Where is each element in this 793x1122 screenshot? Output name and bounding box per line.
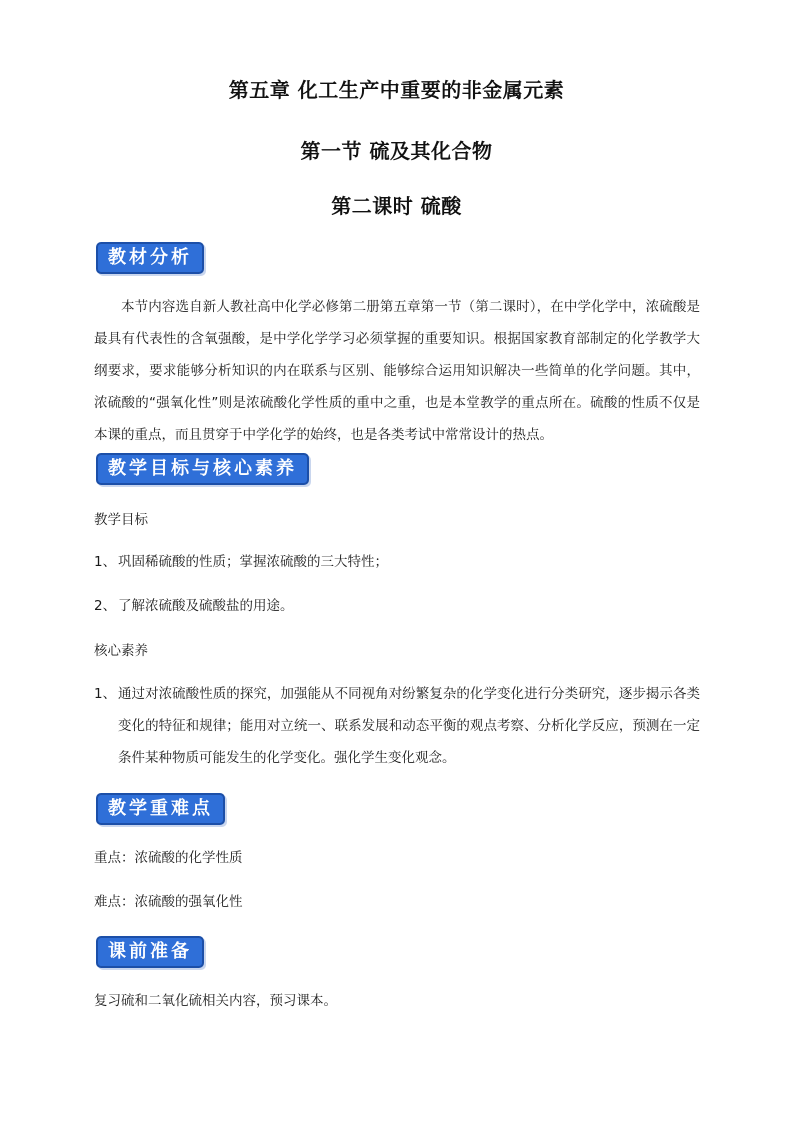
objectives-heading: 教学目标 [94,512,148,528]
literacy-heading: 核心素养 [94,643,148,659]
chapter-title: 第五章 化工生产中重要的非金属元素 [228,78,565,102]
objective-item [94,590,700,622]
objective-text: 了解浓硫酸及硫酸盐的用途。 [118,598,294,614]
preparation-text: 复习硫和二氧化硫相关内容，预习课本。 [94,993,337,1009]
literacy-text: 通过对浓硫酸性质的探究，加强能从不同视角对纷繁复杂的化学变化进行分类研究，逐步揭示各类变化的特征和规律；能用对立统一、联系发展和动态平衡的观点考察、分析化学反应，预测在一定条件某种物质可能发生的化学变化。强化学生变化观念。 [118,686,700,766]
key-point-text: 重点：浓硫酸的化学性质 [94,850,243,866]
difficult-point-text: 难点：浓硫酸的强氧化性 [94,894,243,910]
literacy-item [94,678,700,774]
key-points-badge: 教学重难点 [96,793,225,825]
objective-text: 巩固稀硫酸的性质；掌握浓硫酸的三大特性； [118,554,388,570]
analysis-badge: 教材分析 [96,242,204,274]
analysis-paragraph: 本节内容选自新人教社高中化学必修第二册第五章第一节（第二课时），在中学化学中，浓硫酸是最具有代表性的含氧强酸，是中学化学学习必须掌握的重要知识。根据国家教育部制定的化学教学大纲要求，要求能够分析知识的内在联系与区别、能够综合运用知识解决一些简单的化学问题。其中，浓硫酸的“强氧化性”则是浓硫酸化学性质的重中之重，也是本堂教学的重点所在。硫酸的性质不仅是本课的重点，而且贯穿于中学化学的始终，也是各类考试中常常设计的热点。 [94,299,700,443]
lesson-title: 第二课时 硫酸 [331,194,462,218]
objective-number: 1、 [94,554,117,570]
section-title: 第一节 硫及其化合物 [300,139,493,163]
objective-item [94,546,700,578]
literacy-number: 1、 [94,686,117,702]
goals-badge: 教学目标与核心素养 [96,453,309,485]
objective-number: 2、 [94,598,117,614]
preparation-badge: 课前准备 [96,936,204,968]
